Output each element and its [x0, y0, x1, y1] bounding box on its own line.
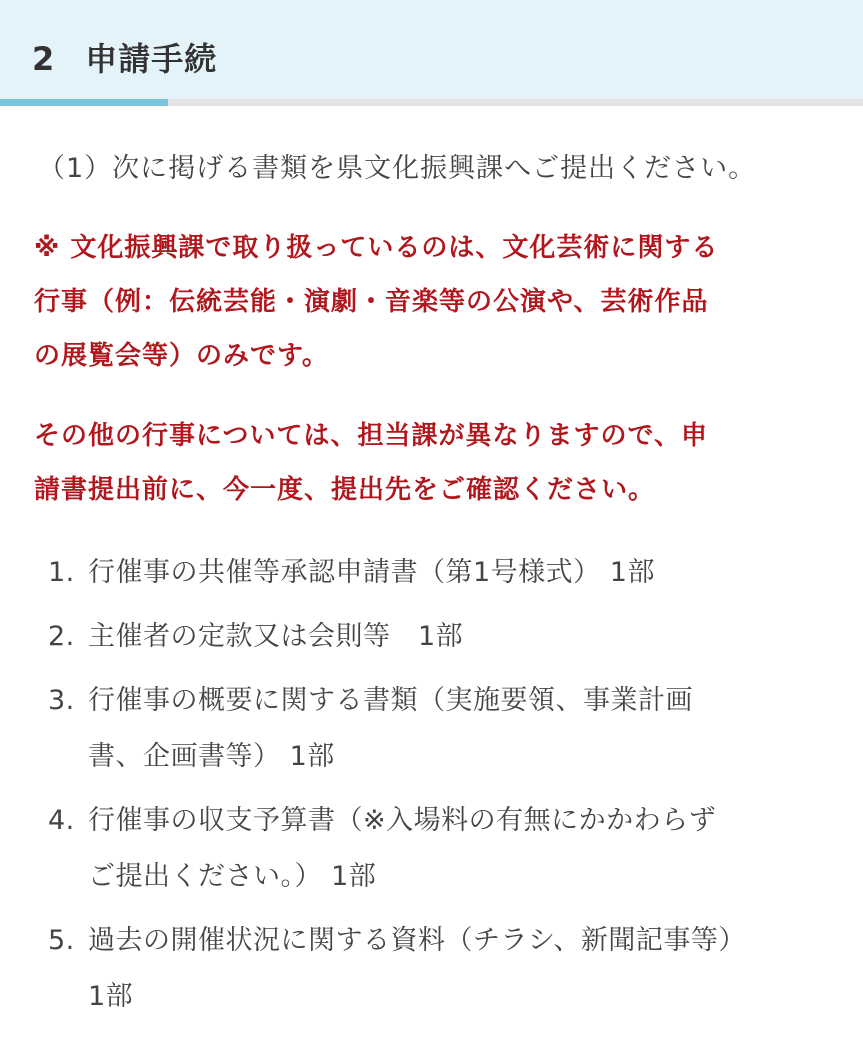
notice-line: 行事（例：伝統芸能・演劇・音楽等の公演や、芸術作品	[34, 287, 709, 317]
notice-other-events	[34, 409, 834, 517]
list-item-line: 1部	[88, 981, 134, 1012]
list-item-text	[88, 609, 848, 665]
list-item-line: ご提出ください。） 1部	[88, 861, 377, 892]
list-item	[48, 609, 848, 665]
list-item	[48, 673, 848, 785]
list-item-text	[88, 913, 848, 1025]
list-item-text	[88, 793, 848, 905]
list-item-line: 過去の開催状況に関する資料（チラシ、新聞記事等）	[88, 925, 746, 956]
section-heading	[0, 0, 863, 106]
list-item-line: 行催事の収支予算書（※入場料の有無にかかわらず	[88, 805, 717, 836]
notice-line: の展覧会等）のみです。	[34, 341, 329, 371]
list-item-line: 書、企画書等） 1部	[88, 741, 335, 772]
list-item	[48, 913, 848, 1025]
section-title-text: 申請手続	[85, 40, 218, 78]
list-item-text	[88, 673, 848, 785]
required-documents-list	[48, 545, 848, 1033]
section-number: 2	[32, 40, 56, 78]
list-item-text	[88, 545, 848, 601]
list-item-number: 1.	[48, 557, 75, 588]
notice-line: 請書提出前に、今一度、提出先をご確認ください。	[34, 475, 656, 505]
list-item-number: 3.	[48, 685, 75, 716]
list-item	[48, 545, 848, 601]
list-item-number: 4.	[48, 805, 75, 836]
list-item	[48, 793, 848, 905]
list-item-line: 行催事の概要に関する書類（実施要領、事業計画	[88, 685, 693, 716]
list-item-number: 2.	[48, 621, 75, 652]
notice-line: その他の行事については、担当課が異なりますので、申	[34, 421, 708, 451]
notice-scope	[34, 221, 834, 383]
heading-accent-bar	[0, 99, 168, 106]
list-item-number: 5.	[48, 925, 75, 956]
intro-text: （1）次に掲げる書類を県文化振興課へご提出ください。	[38, 153, 757, 184]
list-item-line: 主催者の定款又は会則等 1部	[88, 621, 464, 652]
notice-line: ※ 文化振興課で取り扱っているのは、文化芸術に関する	[34, 233, 719, 263]
list-item-line: 行催事の共催等承認申請書（第1号様式） 1部	[88, 557, 655, 588]
section-title	[32, 34, 217, 80]
